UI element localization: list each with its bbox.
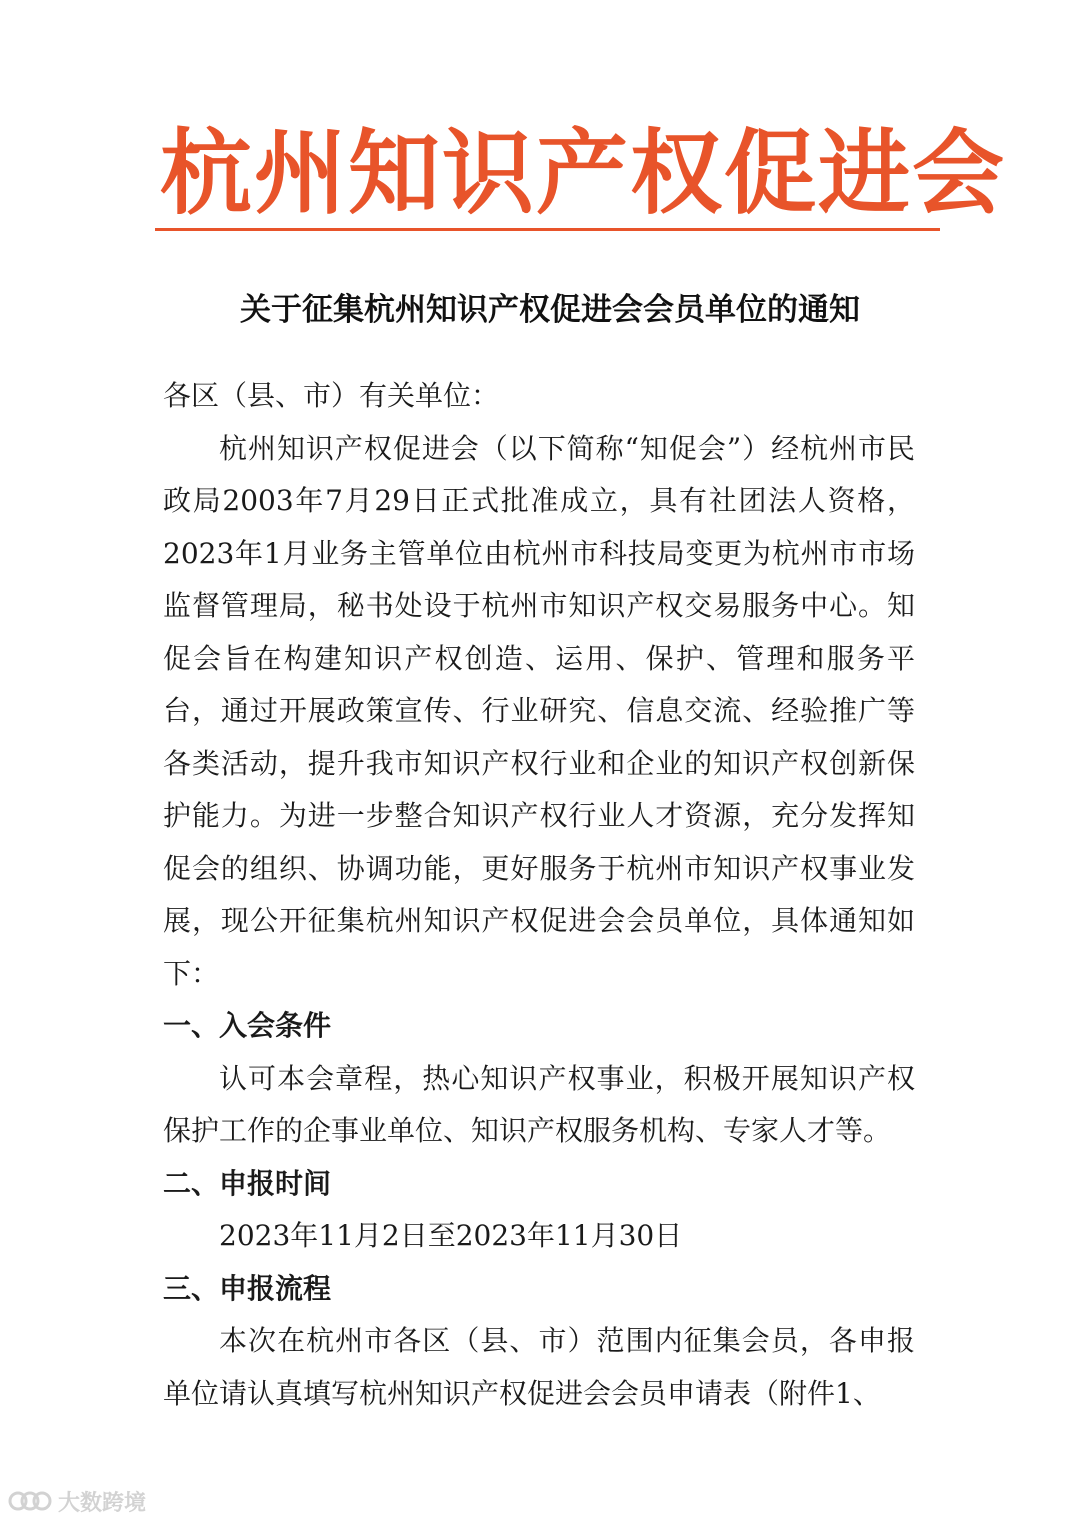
section-heading-conditions: 一、入会条件: [163, 1009, 332, 1042]
section-body-process: 本次在杭州市各区（县、市）范围内征集会员，各申报单位请认真填写杭州知识产权促进会会员申请表（附件1、: [163, 1324, 915, 1410]
watermark-text: 大数跨境: [58, 1490, 147, 1516]
section-heading-time: 二、申报时间: [163, 1166, 332, 1200]
document-title: 关于征集杭州知识产权促进会会员单位的通知: [240, 292, 860, 328]
section-body-conditions: 认可本会章程，热心知识产权事业，积极开展知识产权保护工作的企事业单位、知识产权服务机构、专家人才等。: [163, 1061, 915, 1147]
section-heading-process: 三、申报流程: [163, 1271, 332, 1305]
document-body: [163, 370, 915, 1420]
intro-paragraph: 杭州知识产权促进会（以下简称“知促会”）经杭州市民政局2003年7月29日正式批准成立，具有社团法人资格，2023年1月业务主管单位由杭州市科技局变更为杭州市市场监督管理局，秘书处设于杭州市知识产权交易服务中心。知促会旨在构建知识产权创造、运用、保护、管理和服务平台，通过开展政策宣传、行业研究、信息交流、经验推广等各类活动，提升我市知识产权行业和企业的知识产权创新保护能力。为进一步整合知识产权行业人才资源，充分发挥知促会的组织、协调功能，更好服务于杭州市知识产权事业发展，现公开征集杭州知识产权促进会会员单位，具体通知如下：: [163, 431, 915, 990]
masthead-title: 杭州知识产权促进会: [160, 119, 1007, 227]
watermark-logo-icon: [8, 1487, 52, 1515]
masthead-rule: [155, 228, 940, 231]
salutation: 各区（县、市）有关单位：: [163, 379, 500, 412]
section-body-time: 2023年11月2日至2023年11月30日: [219, 1219, 683, 1252]
watermark: [8, 1484, 146, 1518]
